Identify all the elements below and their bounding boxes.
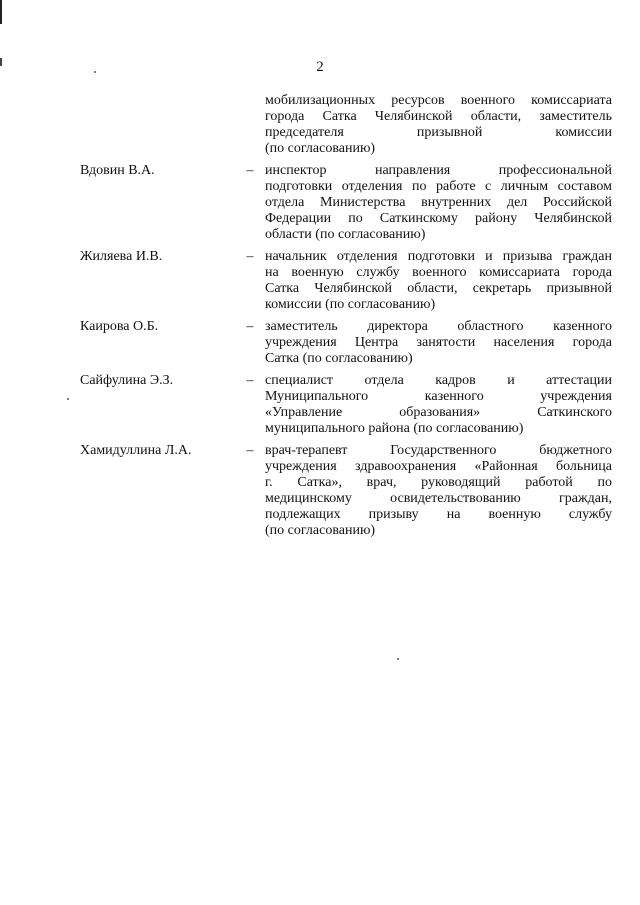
position-line: Сатка Челябинской области, секретарь призывной <box>265 281 612 296</box>
member-name: Вдовин В.А. <box>80 163 155 178</box>
position-line: начальник отделения подготовки и призыва граждан <box>265 249 612 264</box>
scan-speck <box>397 658 399 660</box>
member-entry <box>80 443 612 539</box>
page-number: 2 <box>316 59 324 75</box>
position-line: председателя призывной комиссии <box>265 125 612 140</box>
member-entry <box>80 249 612 313</box>
member-entry <box>80 163 612 243</box>
member-name: Жиляева И.В. <box>80 249 163 264</box>
member-position <box>265 163 612 243</box>
position-line: (по согласованию) <box>265 141 376 156</box>
position-line: медицинскому освидетельствованию граждан, <box>265 491 612 506</box>
member-name: Хамидуллина Л.А. <box>80 443 192 458</box>
position-line: врач-терапевт Государственного бюджетного <box>265 443 612 458</box>
position-line: на военную службу военного комиссариата города <box>265 265 612 280</box>
position-line: Сатка (по согласованию) <box>265 351 413 366</box>
position-line: комиссии (по согласованию) <box>265 297 436 312</box>
member-position <box>265 373 612 437</box>
position-line: муниципального района (по согласованию) <box>265 421 524 436</box>
member-name: Сайфулина Э.З. <box>80 373 174 388</box>
position-line: специалист отдела кадров и аттестации <box>265 373 612 388</box>
member-name: Каирова О.Б. <box>80 319 159 334</box>
entry-dash: – <box>246 373 254 388</box>
position-line: Муниципального казенного учреждения <box>265 389 612 404</box>
continuation-entry <box>80 93 612 157</box>
commission-member-list <box>80 93 612 539</box>
member-position <box>265 93 612 157</box>
entry-dash: – <box>246 319 254 334</box>
position-line: заместитель директора областного казенного <box>265 319 612 334</box>
entry-dash: – <box>246 443 254 458</box>
position-line: области (по согласованию) <box>265 227 426 242</box>
position-line: Федерации по Саткинскому району Челябинской <box>265 211 612 226</box>
member-entry <box>80 373 612 437</box>
entry-dash: – <box>246 249 254 264</box>
member-position <box>265 249 612 313</box>
position-line: учреждения Центра занятости населения города <box>265 335 612 350</box>
position-line: мобилизационных ресурсов военного комиссариата <box>265 93 612 108</box>
position-line: подготовки отделения по работе с личным составом <box>265 179 612 194</box>
position-line: учреждения здравоохранения «Районная больница <box>265 459 612 474</box>
member-position <box>265 443 612 539</box>
position-line: подлежащих призыву на военную службу <box>265 507 612 522</box>
position-line: инспектор направления профессиональной <box>265 163 612 178</box>
entry-dash: – <box>246 163 254 178</box>
scan-speck <box>67 398 69 400</box>
position-line: г. Сатка», врач, руководящий работой по <box>265 475 612 490</box>
scan-edge-mark <box>0 0 2 24</box>
position-line: города Сатка Челябинской области, заместитель <box>265 109 612 124</box>
position-line: «Управление образования» Саткинского <box>265 405 612 420</box>
position-line: отдела Министерства внутренних дел Российской <box>265 195 612 210</box>
member-entry <box>80 319 612 367</box>
member-position <box>265 319 612 367</box>
position-line: (по согласованию) <box>265 523 376 538</box>
